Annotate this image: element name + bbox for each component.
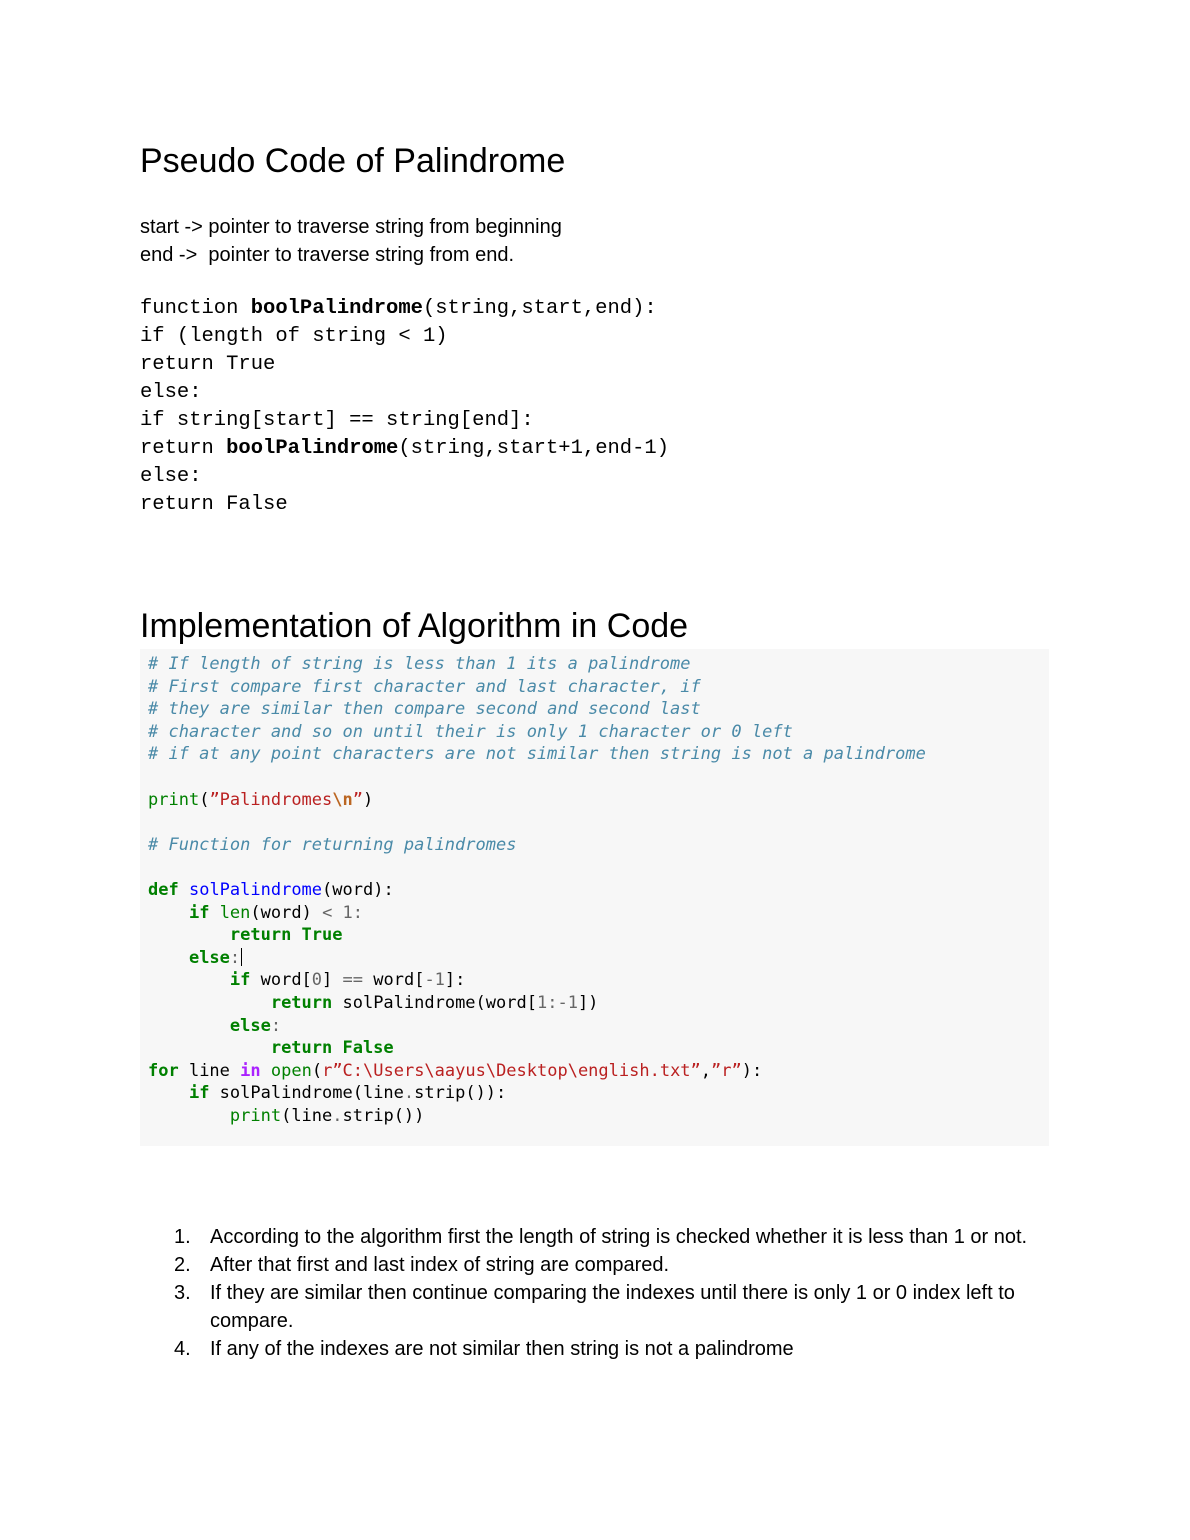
code-line [148,1037,1049,1060]
code-token: in [240,1060,261,1081]
code-comment: # character and so on until their is only 1 character or 0 left [148,721,793,742]
code-comment: # Function for returning palindromes [148,834,517,855]
code-token: ” [352,789,363,810]
code-token: solPalindrome [188,879,323,900]
code-token: -1 [557,992,578,1013]
code-token: . [403,1083,415,1104]
code-line [148,969,1049,992]
code-token: strip()): [414,1083,507,1104]
code-token: 1 [332,902,353,923]
code-token: return [270,992,333,1013]
code-token: if [188,1083,210,1104]
heading-pseudo-code: Pseudo Code of Palindrome [140,142,566,180]
code-line [148,1060,1049,1083]
code-line [148,789,1049,812]
code-token: strip()) [342,1105,425,1126]
code-token: : [270,1015,282,1036]
code-line [148,879,1049,902]
code-comment: # If length of string is less than 1 its a palindrome [148,654,691,674]
code-comment: # if at any point characters are not similar then string is not a palindrome [148,744,926,765]
list-text: After that first and last index of string are compared. [210,1254,670,1276]
pseudo-line: else: [140,381,202,404]
code-comment: # First compare first character and last character, if [148,676,701,697]
code-blank-line [148,856,1049,879]
pseudo-line [140,295,669,323]
pseudo-line: if string[start] == string[end]: [140,409,534,432]
code-comment: # they are similar then compare second and second last [148,699,701,720]
code-token: (word): [322,879,394,900]
code-token: len [219,902,251,923]
code-token: return False [270,1038,394,1059]
code-token: 1 [536,992,548,1013]
code-token: (line [281,1105,333,1126]
heading-implementation: Implementation of Algorithm in Code [140,607,689,645]
code-token: if [229,970,251,991]
list-number: 4. [174,1338,191,1360]
code-token: ) [363,789,374,810]
code-line [148,902,1049,925]
code-token: if [188,902,210,923]
code-token: ( [311,1060,323,1081]
code-token: print [229,1105,282,1126]
list-item [174,1223,1050,1251]
pseudo-line: if (length of string < 1) [140,325,448,348]
pseudo-text: (string,start,end): [422,297,657,320]
code-token: solPalindrome(line [209,1083,404,1104]
code-blank-line [148,766,1049,789]
explanation-list [140,1223,1050,1363]
code-line [148,992,1049,1015]
pseudo-text: return [140,437,227,460]
list-item [174,1335,1050,1363]
list-number: 1. [174,1226,191,1248]
pseudo-line: return True [140,353,276,376]
code-token: open [270,1060,312,1081]
code-token: ): [741,1060,763,1081]
code-token: < [322,902,333,923]
code-token: \n [332,789,353,810]
list-item [174,1279,1050,1335]
code-token: return True [229,925,343,946]
code-token: ( [199,789,210,810]
code-token: : [547,992,558,1013]
code-token: , [700,1060,712,1081]
code-token: ”r” [711,1060,742,1081]
list-text: According to the algorithm first the length of string is checked whether it is less than 1 or not. [210,1226,1028,1248]
list-item [174,1251,1050,1279]
code-token: else [229,1015,271,1036]
code-line [148,1105,1049,1128]
pseudo-code-block [140,295,669,519]
code-token: : [229,947,241,968]
code-token: def [148,879,179,900]
code-token: else [188,947,230,968]
code-token: ] [322,970,343,991]
code-token: == [342,970,364,991]
code-token: for [148,1060,179,1081]
pseudo-text: function [140,297,251,320]
code-token: ]) [577,992,599,1013]
code-line [148,1082,1049,1105]
code-token: . [332,1105,343,1126]
list-number: 3. [174,1282,191,1304]
code-token: ”Palindromes [209,789,333,810]
code-token: word[ [250,970,312,991]
code-token: line [178,1060,241,1081]
code-blank-line [148,811,1049,834]
code-token: print [148,789,200,810]
pointer-definitions [140,213,562,269]
code-line [148,924,1049,947]
pseudo-line: return False [140,493,288,516]
code-token: solPalindrome(word[ [332,992,537,1013]
pseudo-line [140,435,669,463]
code-screenshot-block [140,649,1049,1146]
list-text: If any of the indexes are not similar then string is not a palindrome [210,1338,794,1360]
pseudo-text: (string,start+1,end-1) [398,437,670,460]
code-token: word[ [363,970,425,991]
list-text: If they are similar then continue comparing the indexes until there is only 1 or 0 index left to compare. [210,1282,1015,1332]
code-token: -1 [424,970,445,991]
text-cursor [241,948,242,966]
code-token: 0 [311,970,323,991]
code-token: (word) [250,902,323,923]
pseudo-line: else: [140,465,202,488]
code-line [148,947,1049,970]
code-token: ]: [444,970,466,991]
pseudo-func-name: boolPalindrome [226,437,399,460]
code-line [148,1015,1049,1038]
code-token: : [352,902,364,923]
start-pointer-line: start -> pointer to traverse string from beginning [140,216,562,238]
code-token: r”C:\Users\aayus\Desktop\english.txt” [322,1060,701,1081]
pseudo-func-name: boolPalindrome [250,297,423,320]
list-number: 2. [174,1254,191,1276]
end-pointer-line: end -> pointer to traverse string from end. [140,244,515,266]
